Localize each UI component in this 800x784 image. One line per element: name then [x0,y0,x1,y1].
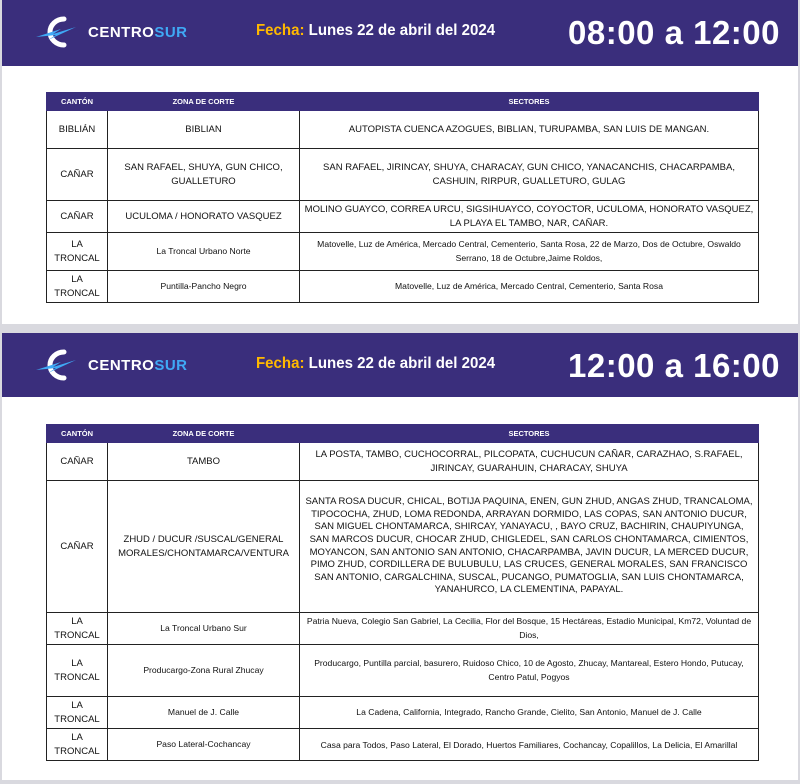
canton-cell: LA TRONCAL [47,613,108,645]
sectores-cell: Matovelle, Luz de América, Mercado Central, Cementerio, Santa Rosa [300,271,759,303]
sectores-cell: Producargo, Puntilla parcial, basurero, Ruidoso Chico, 10 de Agosto, Zhucay, Mantareal, Estero Hondo, Putucay, Centro Patul, Pogyos [300,645,759,697]
zona-cell: La Troncal Urbano Sur [108,613,300,645]
sectores-cell: LA POSTA, TAMBO, CUCHOCORRAL, PILCOPATA, CUCHUCUN CAÑAR, CARAZHAO, S.RAFAEL, JIRINCAY, GUARAHUIN, CHARACAY, SHUYA [300,443,759,481]
zona-cell: UCULOMA / HONORATO VASQUEZ [108,201,300,233]
table-row [47,149,759,201]
time-range: 12:00 a 16:00 [568,347,780,384]
canton-cell: LA TRONCAL [47,271,108,303]
sectores-cell: Casa para Todos, Paso Lateral, El Dorado, Huertos Familiares, Cochancay, Copalillos, La Delicia, El Amarillal [300,729,759,761]
zona-cell: SAN RAFAEL, SHUYA, GUN CHICO, GUALLETURO [108,149,300,201]
zona-cell: TAMBO [108,443,300,481]
date-label: Fecha: [256,22,305,39]
sectores-cell: MOLINO GUAYCO, CORREA URCU, SIGSIHUAYCO, COYOCTOR, UCULOMA, HONORATO VASQUEZ, LA PLAYA EL TAMBO, NAR, CAÑAR. [300,201,759,233]
zona-cell: Paso Lateral-Cochancay [108,729,300,761]
header-banner [2,333,798,397]
column-header-sectores: SECTORES [300,425,759,443]
canton-cell: CAÑAR [47,481,108,613]
sectores-cell: SANTA ROSA DUCUR, CHICAL, BOTIJA PAQUINA, ENEN, GUN ZHUD, ANGAS ZHUD, TRANCALOMA, TIPOCOCHA, ZHUD, LOMA REDONDA, ARRAYAN DORMIDO, LAS COPAS, SAN ANTONIO DUCUR, SAN MIGUEL CHONTAMARCA, SHIRCAY, YANAYACU, , BAYO CRUZ, BACHIRIN, CHAUPIYUNGA, SAN MARCOS DUCUR, CHOCAR ZHUD, CHIGLEDEL, SAN CARLOS CHONTAMARCA, CIMIENTOS, MOYANCON, SAN ANTONIO SAN ANTONIO, CHACARPAMBA, JAVIN DUCUR, LA MERCED DUCUR, PIMO ZHUD, CORDILLERA DE BULUBULU, LAS CRUCES, GENERAL MORALES, SAN FRANCISCO SAN ANTONIO, CARGALCHINA, SUSCAL, PUCANGO, PUMATOGLIA, SAN LUIS CHONTAMARCA, YANAHURCO, LA CLEMENTINA, PAPAYAL. [300,481,759,613]
table-row [47,233,759,271]
canton-cell: LA TRONCAL [47,729,108,761]
zona-cell: La Troncal Urbano Norte [108,233,300,271]
table-row [47,645,759,697]
sectores-cell: Patria Nueva, Colegio San Gabriel, La Cecilia, Flor del Bosque, 15 Hectáreas, Estadio Municipal, Km72, Voluntad de Dios, [300,613,759,645]
column-header-canton: CANTÓN [47,93,108,111]
canton-cell: CAÑAR [47,201,108,233]
zona-cell: BIBLIAN [108,111,300,149]
table-row [47,481,759,613]
column-header-sectores: SECTORES [300,93,759,111]
canton-cell: BIBLIÁN [47,111,108,149]
logo-wordmark: CENTROSUR [88,23,188,41]
table-row [47,201,759,233]
canton-cell: LA TRONCAL [47,233,108,271]
lightning-c-logo-icon [34,15,86,49]
zona-cell: Manuel de J. Calle [108,697,300,729]
canton-cell: LA TRONCAL [47,697,108,729]
sectores-cell: AUTOPISTA CUENCA AZOGUES, BIBLIAN, TURUPAMBA, SAN LUIS DE MANGAN. [300,111,759,149]
column-header-zona: ZONA DE CORTE [108,93,300,111]
outage-table [46,424,759,761]
schedule-block-1 [2,0,798,324]
date-label: Fecha: [256,355,305,372]
date-value: Lunes 22 de abril del 2024 [308,355,496,372]
date-line [256,22,495,40]
zona-cell: ZHUD / DUCUR /SUSCAL/GENERAL MORALES/CHONTAMARCA/VENTURA [108,481,300,613]
sectores-cell: Matovelle, Luz de América, Mercado Central, Cementerio, Santa Rosa, 22 de Marzo, Dos de Octubre, Oswaldo Serrano, 18 de Octubre,Jaime Roldos, [300,233,759,271]
schedule-block-2 [2,333,798,780]
column-header-zona: ZONA DE CORTE [108,425,300,443]
sectores-cell: SAN RAFAEL, JIRINCAY, SHUYA, CHARACAY, GUN CHICO, YANACANCHIS, CHACARPAMBA, CASHUIN, RIRPUR, GUALLETURO, GULAG [300,149,759,201]
canton-cell: LA TRONCAL [47,645,108,697]
table-row [47,613,759,645]
table-row [47,443,759,481]
table-row [47,729,759,761]
centrosur-logo [34,347,188,383]
table-row [47,111,759,149]
zona-cell: Puntilla-Pancho Negro [108,271,300,303]
table-header-row [47,425,759,443]
outage-table [46,92,759,303]
table-row [47,271,759,303]
column-header-canton: CANTÓN [47,425,108,443]
canton-cell: CAÑAR [47,443,108,481]
header-banner [2,0,798,66]
lightning-c-logo-icon [34,348,86,382]
sectores-cell: La Cadena, California, Integrado, Rancho Grande, Cielito, San Antonio, Manuel de J. Calle [300,697,759,729]
table-row [47,697,759,729]
zona-cell: Producargo-Zona Rural Zhucay [108,645,300,697]
logo-wordmark: CENTROSUR [88,356,188,374]
date-value: Lunes 22 de abril del 2024 [308,22,496,39]
canton-cell: CAÑAR [47,149,108,201]
centrosur-logo [34,14,188,50]
table-header-row [47,93,759,111]
time-range: 08:00 a 12:00 [568,14,780,51]
date-line [256,355,495,373]
